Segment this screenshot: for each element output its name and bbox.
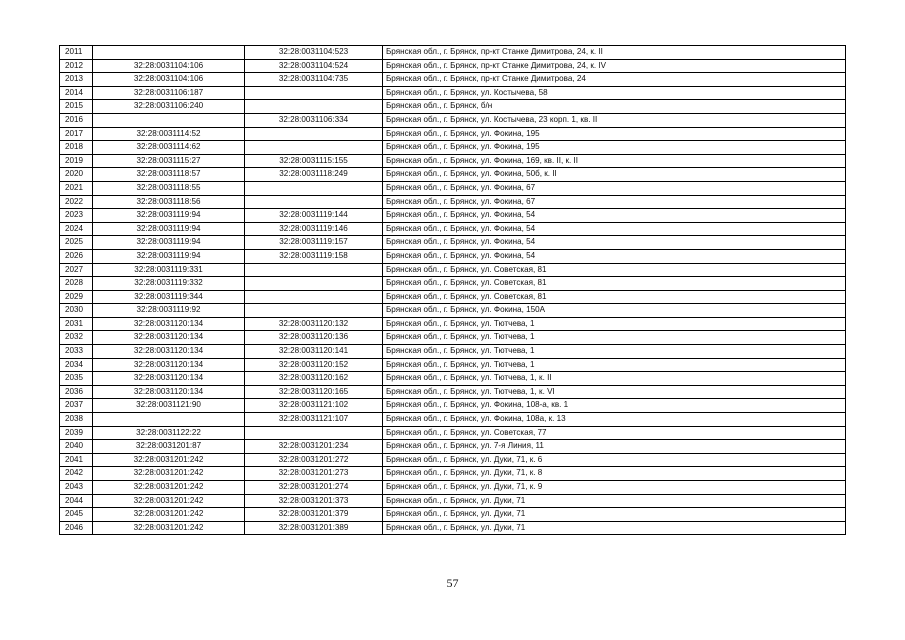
address-cell: Брянская обл., г. Брянск, ул. Фокина, 195 (383, 127, 846, 141)
building-cadastral-cell: 32:28:0031201:274 (245, 481, 383, 495)
table-row (60, 426, 846, 440)
building-cadastral-cell: 32:28:0031119:144 (245, 209, 383, 223)
row-number-cell: 2021 (60, 181, 93, 195)
address-cell: Брянская обл., г. Брянск, ул. Фокина, 54 (383, 222, 846, 236)
address-cell: Брянская обл., г. Брянск, ул. Фокина, 67 (383, 181, 846, 195)
address-cell: Брянская обл., г. Брянск, ул. Фокина, 67 (383, 195, 846, 209)
land-cadastral-cell: 32:28:0031119:94 (93, 222, 245, 236)
address-cell: Брянская обл., г. Брянск, ул. Тютчева, 1 (383, 358, 846, 372)
land-cadastral-cell (93, 413, 245, 427)
address-cell: Брянская обл., г. Брянск, ул. Дуки, 71 (383, 494, 846, 508)
building-cadastral-cell (245, 277, 383, 291)
building-cadastral-cell (245, 181, 383, 195)
building-cadastral-cell: 32:28:0031201:373 (245, 494, 383, 508)
building-cadastral-cell (245, 304, 383, 318)
table-row (60, 222, 846, 236)
row-number-cell: 2033 (60, 345, 93, 359)
land-cadastral-cell: 32:28:0031120:134 (93, 372, 245, 386)
building-cadastral-cell: 32:28:0031119:146 (245, 222, 383, 236)
registry-table (59, 45, 846, 535)
land-cadastral-cell: 32:28:0031201:242 (93, 453, 245, 467)
land-cadastral-cell: 32:28:0031106:187 (93, 86, 245, 100)
address-cell: Брянская обл., г. Брянск, ул. Костычева, 58 (383, 86, 846, 100)
building-cadastral-cell: 32:28:0031104:524 (245, 59, 383, 73)
building-cadastral-cell: 32:28:0031201:389 (245, 521, 383, 535)
building-cadastral-cell: 32:28:0031104:523 (245, 46, 383, 60)
address-cell: Брянская обл., г. Брянск, ул. Советская, 81 (383, 263, 846, 277)
address-cell: Брянская обл., г. Брянск, пр-кт Станке Димитрова, 24, к. II (383, 46, 846, 60)
land-cadastral-cell (93, 113, 245, 127)
page-number: 57 (446, 576, 459, 590)
address-cell: Брянская обл., г. Брянск, пр-кт Станке Димитрова, 24, к. IV (383, 59, 846, 73)
table-row (60, 481, 846, 495)
building-cadastral-cell: 32:28:0031120:141 (245, 345, 383, 359)
row-number-cell: 2039 (60, 426, 93, 440)
building-cadastral-cell: 32:28:0031106:334 (245, 113, 383, 127)
row-number-cell: 2044 (60, 494, 93, 508)
address-cell: Брянская обл., г. Брянск, ул. Фокина, 195 (383, 141, 846, 155)
table-row (60, 385, 846, 399)
row-number-cell: 2017 (60, 127, 93, 141)
building-cadastral-cell (245, 426, 383, 440)
building-cadastral-cell (245, 100, 383, 114)
row-number-cell: 2023 (60, 209, 93, 223)
table-row (60, 440, 846, 454)
row-number-cell: 2014 (60, 86, 93, 100)
row-number-cell: 2016 (60, 113, 93, 127)
land-cadastral-cell: 32:28:0031119:344 (93, 290, 245, 304)
building-cadastral-cell (245, 141, 383, 155)
land-cadastral-cell: 32:28:0031201:242 (93, 521, 245, 535)
address-cell: Брянская обл., г. Брянск, ул. Дуки, 71, к. 6 (383, 453, 846, 467)
land-cadastral-cell: 32:28:0031106:240 (93, 100, 245, 114)
row-number-cell: 2031 (60, 317, 93, 331)
address-cell: Брянская обл., г. Брянск, ул. Фокина, 54 (383, 209, 846, 223)
building-cadastral-cell: 32:28:0031119:158 (245, 249, 383, 263)
row-number-cell: 2030 (60, 304, 93, 318)
building-cadastral-cell: 32:28:0031201:272 (245, 453, 383, 467)
row-number-cell: 2034 (60, 358, 93, 372)
building-cadastral-cell: 32:28:0031201:234 (245, 440, 383, 454)
land-cadastral-cell: 32:28:0031201:242 (93, 467, 245, 481)
address-cell: Брянская обл., г. Брянск, ул. Советская, 77 (383, 426, 846, 440)
building-cadastral-cell: 32:28:0031119:157 (245, 236, 383, 250)
land-cadastral-cell: 32:28:0031122:22 (93, 426, 245, 440)
building-cadastral-cell: 32:28:0031121:102 (245, 399, 383, 413)
address-cell: Брянская обл., г. Брянск, ул. Фокина, 169, кв. II, к. II (383, 154, 846, 168)
land-cadastral-cell: 32:28:0031119:94 (93, 249, 245, 263)
address-cell: Брянская обл., г. Брянск, ул. Дуки, 71, к. 8 (383, 467, 846, 481)
table-row (60, 290, 846, 304)
row-number-cell: 2045 (60, 508, 93, 522)
row-number-cell: 2019 (60, 154, 93, 168)
table-row (60, 467, 846, 481)
table-row (60, 508, 846, 522)
land-cadastral-cell: 32:28:0031120:134 (93, 345, 245, 359)
address-cell: Брянская обл., г. Брянск, ул. Тютчева, 1, к. VI (383, 385, 846, 399)
table-row (60, 317, 846, 331)
table-row (60, 521, 846, 535)
row-number-cell: 2043 (60, 481, 93, 495)
address-cell: Брянская обл., г. Брянск, ул. Тютчева, 1 (383, 317, 846, 331)
table-row (60, 399, 846, 413)
address-cell: Брянская обл., г. Брянск, ул. Дуки, 71, к. 9 (383, 481, 846, 495)
row-number-cell: 2025 (60, 236, 93, 250)
building-cadastral-cell: 32:28:0031120:136 (245, 331, 383, 345)
land-cadastral-cell: 32:28:0031114:62 (93, 141, 245, 155)
land-cadastral-cell: 32:28:0031121:90 (93, 399, 245, 413)
building-cadastral-cell: 32:28:0031120:162 (245, 372, 383, 386)
table-row (60, 453, 846, 467)
row-number-cell: 2027 (60, 263, 93, 277)
land-cadastral-cell: 32:28:0031119:331 (93, 263, 245, 277)
registry-table-body (60, 46, 846, 535)
land-cadastral-cell: 32:28:0031201:242 (93, 508, 245, 522)
land-cadastral-cell: 32:28:0031201:242 (93, 494, 245, 508)
table-row (60, 413, 846, 427)
address-cell: Брянская обл., г. Брянск, ул. Тютчева, 1 (383, 331, 846, 345)
land-cadastral-cell: 32:28:0031120:134 (93, 358, 245, 372)
building-cadastral-cell (245, 127, 383, 141)
table-row (60, 331, 846, 345)
table-row (60, 263, 846, 277)
building-cadastral-cell: 32:28:0031201:273 (245, 467, 383, 481)
row-number-cell: 2035 (60, 372, 93, 386)
building-cadastral-cell (245, 195, 383, 209)
address-cell: Брянская обл., г. Брянск, ул. Костычева, 23 корп. 1, кв. II (383, 113, 846, 127)
table-row (60, 168, 846, 182)
address-cell: Брянская обл., г. Брянск, ул. Фокина, 54 (383, 236, 846, 250)
row-number-cell: 2037 (60, 399, 93, 413)
table-row (60, 86, 846, 100)
table-row (60, 127, 846, 141)
land-cadastral-cell: 32:28:0031201:87 (93, 440, 245, 454)
table-row (60, 113, 846, 127)
land-cadastral-cell: 32:28:0031119:94 (93, 209, 245, 223)
land-cadastral-cell: 32:28:0031104:106 (93, 59, 245, 73)
land-cadastral-cell: 32:28:0031119:94 (93, 236, 245, 250)
building-cadastral-cell (245, 86, 383, 100)
address-cell: Брянская обл., г. Брянск, ул. Фокина, 50б, к. II (383, 168, 846, 182)
table-row (60, 277, 846, 291)
row-number-cell: 2024 (60, 222, 93, 236)
row-number-cell: 2015 (60, 100, 93, 114)
row-number-cell: 2038 (60, 413, 93, 427)
building-cadastral-cell: 32:28:0031120:165 (245, 385, 383, 399)
building-cadastral-cell: 32:28:0031201:379 (245, 508, 383, 522)
land-cadastral-cell: 32:28:0031115:27 (93, 154, 245, 168)
land-cadastral-cell: 32:28:0031119:92 (93, 304, 245, 318)
table-row (60, 73, 846, 87)
land-cadastral-cell: 32:28:0031120:134 (93, 385, 245, 399)
row-number-cell: 2032 (60, 331, 93, 345)
row-number-cell: 2028 (60, 277, 93, 291)
land-cadastral-cell: 32:28:0031201:242 (93, 481, 245, 495)
table-row (60, 195, 846, 209)
address-cell: Брянская обл., г. Брянск, ул. Фокина, 108-а, кв. 1 (383, 399, 846, 413)
address-cell: Брянская обл., г. Брянск, ул. Дуки, 71 (383, 508, 846, 522)
table-row (60, 494, 846, 508)
table-row (60, 236, 846, 250)
row-number-cell: 2041 (60, 453, 93, 467)
building-cadastral-cell: 32:28:0031104:735 (245, 73, 383, 87)
address-cell: Брянская обл., г. Брянск, пр-кт Станке Димитрова, 24 (383, 73, 846, 87)
row-number-cell: 2011 (60, 46, 93, 60)
land-cadastral-cell: 32:28:0031120:134 (93, 331, 245, 345)
land-cadastral-cell: 32:28:0031118:56 (93, 195, 245, 209)
land-cadastral-cell (93, 46, 245, 60)
address-cell: Брянская обл., г. Брянск, ул. Дуки, 71 (383, 521, 846, 535)
land-cadastral-cell: 32:28:0031114:52 (93, 127, 245, 141)
row-number-cell: 2026 (60, 249, 93, 263)
row-number-cell: 2022 (60, 195, 93, 209)
address-cell: Брянская обл., г. Брянск, ул. Советская, 81 (383, 277, 846, 291)
table-row (60, 304, 846, 318)
building-cadastral-cell: 32:28:0031115:155 (245, 154, 383, 168)
address-cell: Брянская обл., г. Брянск, ул. Фокина, 54 (383, 249, 846, 263)
building-cadastral-cell: 32:28:0031121:107 (245, 413, 383, 427)
land-cadastral-cell: 32:28:0031104:106 (93, 73, 245, 87)
land-cadastral-cell: 32:28:0031119:332 (93, 277, 245, 291)
building-cadastral-cell (245, 263, 383, 277)
row-number-cell: 2018 (60, 141, 93, 155)
table-row (60, 154, 846, 168)
table-row (60, 100, 846, 114)
address-cell: Брянская обл., г. Брянск, ул. Тютчева, 1 (383, 345, 846, 359)
address-cell: Брянская обл., г. Брянск, ул. Фокина, 108а, к. 13 (383, 413, 846, 427)
building-cadastral-cell: 32:28:0031120:132 (245, 317, 383, 331)
row-number-cell: 2013 (60, 73, 93, 87)
address-cell: Брянская обл., г. Брянск, ул. Советская, 81 (383, 290, 846, 304)
table-row (60, 181, 846, 195)
row-number-cell: 2042 (60, 467, 93, 481)
address-cell: Брянская обл., г. Брянск, ул. Фокина, 150А (383, 304, 846, 318)
land-cadastral-cell: 32:28:0031118:55 (93, 181, 245, 195)
table-row (60, 372, 846, 386)
table-row (60, 59, 846, 73)
building-cadastral-cell: 32:28:0031118:249 (245, 168, 383, 182)
address-cell: Брянская обл., г. Брянск, ул. Тютчева, 1, к. II (383, 372, 846, 386)
address-cell: Брянская обл., г. Брянск, б/н (383, 100, 846, 114)
building-cadastral-cell (245, 290, 383, 304)
address-cell: Брянская обл., г. Брянск, ул. 7-я Линия, 11 (383, 440, 846, 454)
table-row (60, 358, 846, 372)
row-number-cell: 2036 (60, 385, 93, 399)
table-row (60, 209, 846, 223)
row-number-cell: 2046 (60, 521, 93, 535)
row-number-cell: 2012 (60, 59, 93, 73)
table-row (60, 249, 846, 263)
land-cadastral-cell: 32:28:0031120:134 (93, 317, 245, 331)
row-number-cell: 2029 (60, 290, 93, 304)
table-row (60, 141, 846, 155)
table-row (60, 345, 846, 359)
row-number-cell: 2020 (60, 168, 93, 182)
table-row (60, 46, 846, 60)
row-number-cell: 2040 (60, 440, 93, 454)
land-cadastral-cell: 32:28:0031118:57 (93, 168, 245, 182)
building-cadastral-cell: 32:28:0031120:152 (245, 358, 383, 372)
